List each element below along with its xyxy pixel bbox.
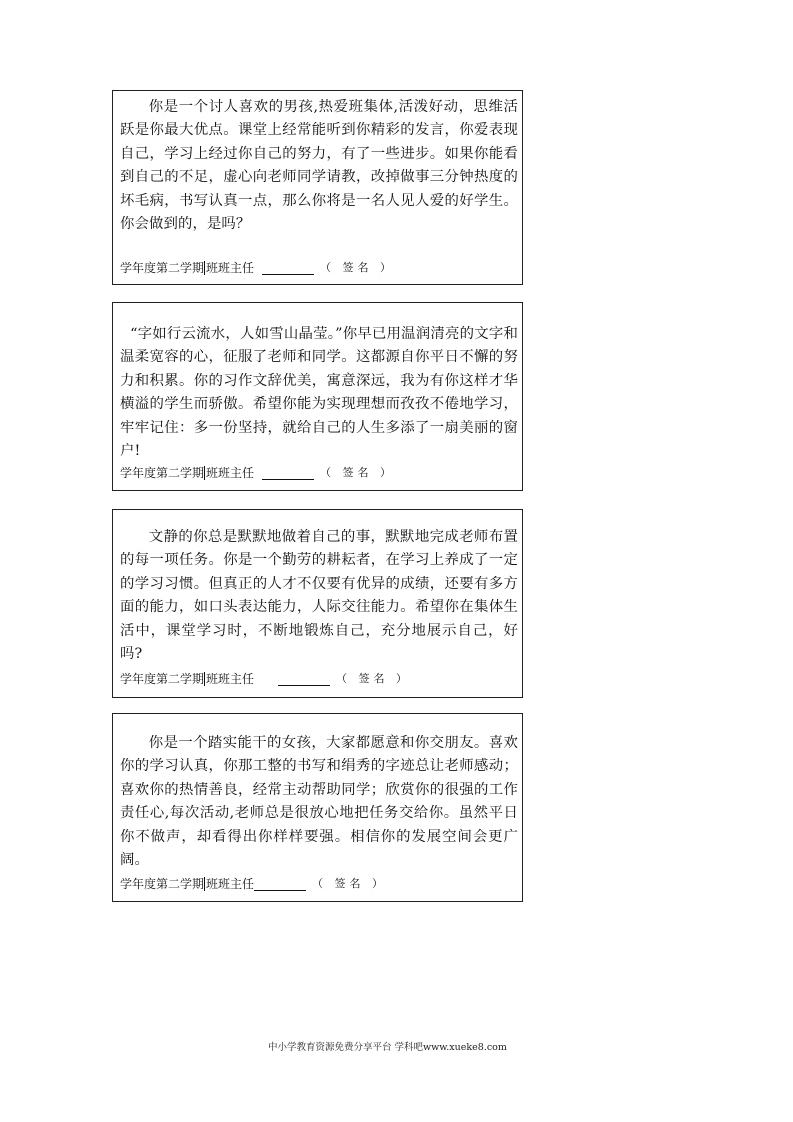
signature-row (120, 877, 387, 891)
comment-text: 你是一个踏实能干的女孩，大家都愿意和你交朋友。喜欢你的学习认真，你那工整的书写和绢秀的字迹总让老师感动；喜欢你的热情善良，经常主动帮助同学；欣赏你的很强的工作责任心,每次活动,老师总是很放心地把任务交给你。虽然平日你不做声，却看得出你样样要强。相信你的发展空间会更广阔。 (120, 735, 518, 869)
comment-card-1 (112, 90, 523, 285)
signature-role: 班班主任 (206, 877, 255, 891)
signature-row (120, 672, 411, 686)
signature-label: （ 签名 ） (320, 261, 396, 274)
signature-term: 学年度第二学期 (120, 466, 205, 480)
signature-line (262, 467, 314, 480)
comment-text: 文静的你总是默默地做着自己的事，默默地完成老师布置的每一项任务。你是一个勤劳的耕耘者，在学习上养成了一定的学习习惯。但真正的人才不仅要有优异的成绩，还要有多方面的能力，如口头表达能力，人际交往能力。希望你在集体生活中，课堂学习时，不断地锻炼自己，充分地展示自己，好吗? (120, 529, 518, 663)
signature-row (120, 466, 395, 480)
signature-label: （ 签名 ） (336, 672, 412, 685)
signature-label: （ 签名 ） (312, 877, 388, 890)
comment-text: “字如行云流水，人如雪山晶莹。”你早已用温润清亮的文字和温柔宽容的心，征服了老师和同学。这都源自你平日不懈的努力和积累。你的习作文辞优美，寓意深远，我为有你这样才华横溢的学生而骄傲。希望你能为实现理想而孜孜不倦地学习，牢牢记住：多一份坚持，就给自己的人生多添了一扇美丽的窗户! (120, 326, 518, 460)
signature-term: 学年度第二学期 (120, 261, 205, 275)
signature-line (278, 673, 330, 686)
signature-role: 班班主任 (206, 466, 255, 480)
signature-role: 班班主任 (206, 672, 255, 686)
signature-term: 学年度第二学期 (120, 672, 205, 686)
signature-line (254, 878, 306, 891)
signature-label: （ 签名 ） (320, 466, 396, 479)
page-footer: 中小学教育资源免费分享平台 学科吧www.xueke8.com (268, 1042, 507, 1053)
comment-text: 你是一个讨人喜欢的男孩,热爱班集体,活泼好动，思维活跃是你最大优点。课堂上经常能听到你精彩的发言，你爱表现自己，学习上经过你自己的努力，有了一些进步。如果你能看到自己的不足，虚心向老师同学请教，改掉做事三分钟热度的坏毛病，书写认真一点，那么你将是一名人见人爱的好学生。你会做到的，是吗？ (120, 99, 518, 233)
signature-row (120, 261, 395, 275)
signature-line (262, 262, 314, 275)
comment-card-3 (112, 509, 523, 698)
signature-term: 学年度第二学期 (120, 877, 205, 891)
comment-card-4 (112, 713, 523, 902)
comment-card-2 (112, 302, 523, 491)
signature-role: 班班主任 (206, 261, 255, 275)
